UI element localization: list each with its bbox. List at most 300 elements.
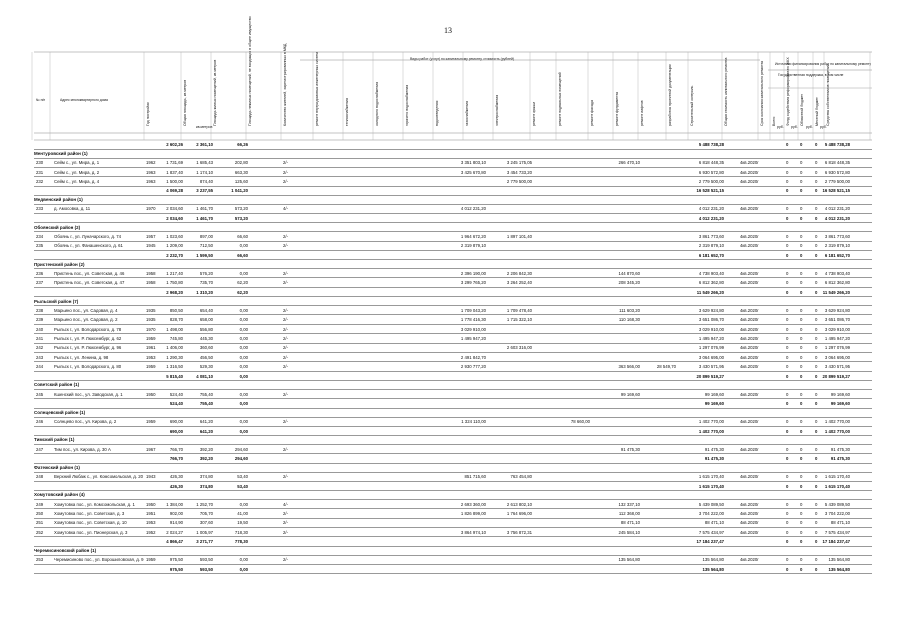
cell-w1: 1 826 899,00 xyxy=(460,511,486,516)
cell-year: 1935 xyxy=(146,317,156,323)
cell-addr: Обоянь г., ул. Луначарского, д. 74 xyxy=(54,233,121,239)
cell-area: 975,50 xyxy=(169,557,183,563)
cell-nonres: 0,00 xyxy=(239,401,248,406)
cell-living: 2 361,10 xyxy=(196,142,213,147)
cell-z1: 0 xyxy=(786,243,789,249)
cell-nonres: 62,20 xyxy=(237,289,248,295)
cell-living: 392,20 xyxy=(199,456,213,461)
cell-area: 2 034,60 xyxy=(166,215,183,221)
cell-total-cost: 135 564,80 xyxy=(702,566,724,572)
cell-no: 237 xyxy=(36,280,44,286)
cell-nonres: 294,60 xyxy=(234,446,248,452)
cell-w1: 4 012 231,20 xyxy=(460,206,486,212)
cell-z3: 0 xyxy=(815,270,818,276)
cell-year: 1951 xyxy=(146,511,156,516)
cell-date: 4кв.2020г xyxy=(740,520,759,526)
cell-area: 850,50 xyxy=(169,307,183,313)
cell-area: 975,50 xyxy=(169,566,183,572)
cell-w2: 1 715 322,10 xyxy=(506,317,532,323)
cell-total-cost: 99 169,60 xyxy=(704,401,724,406)
cell-area: 524,40 xyxy=(169,401,183,406)
cell-date: 4кв.2020г xyxy=(740,354,759,360)
cell-total-cost: 3 704 222,00 xyxy=(698,511,724,516)
cell-no: 236 xyxy=(36,270,44,276)
cell-owners: 3 629 924,80 xyxy=(824,307,850,313)
cell-total-cost: 6 930 572,80 xyxy=(698,169,724,175)
header-column: Количество жителей, зарегистрированных в МКД xyxy=(283,43,287,126)
cell-z1: 0 xyxy=(786,401,789,406)
cell-z1: 0 xyxy=(786,326,789,332)
cell-z3: 0 xyxy=(815,566,818,572)
cell-living: 897,00 xyxy=(199,233,213,239)
cell-area: 4 866,47 xyxy=(166,539,183,545)
cell-nonres: 0,00 xyxy=(239,557,248,563)
cell-nonres: 0,00 xyxy=(239,335,248,341)
cell-w4: 111 603,20 xyxy=(619,307,640,313)
cell-z2: 0 xyxy=(800,252,803,258)
cell-w4: 99 169,60 xyxy=(620,391,640,397)
cell-date: 4кв.2020г xyxy=(740,326,759,332)
cell-no: 231 xyxy=(36,169,44,175)
cell-total-cost: 3 861 773,60 xyxy=(698,233,724,239)
cell-owners: 3 651 086,70 xyxy=(824,317,850,323)
cell-z2: 0 xyxy=(800,243,803,249)
cell-w5: 28 549,70 xyxy=(656,364,676,370)
section-title: Обоянский район (2) xyxy=(34,224,81,230)
header-column: ремонт фасада xyxy=(590,100,594,126)
cell-area: 426,30 xyxy=(169,474,183,480)
cell-addr: Сейм с., ул. Мира, д. 1 xyxy=(54,160,100,166)
cell-w1: 2 319 879,10 xyxy=(460,243,486,249)
cell-nonres: 573,20 xyxy=(234,215,248,221)
cell-res: 4/- xyxy=(283,501,289,507)
cell-total-cost: 3 029 910,00 xyxy=(698,326,724,332)
cell-z3: 0 xyxy=(815,483,818,489)
cell-date: 4кв.2020г xyxy=(740,557,759,563)
cell-date: 4кв.2020г xyxy=(740,391,759,397)
cell-area: 524,40 xyxy=(169,391,183,397)
cell-no: 246 xyxy=(36,419,44,425)
cell-addr: д. Амосовка, д. 11 xyxy=(54,206,91,212)
cell-owners: 4 012 231,20 xyxy=(824,215,850,221)
cell-area: 690,00 xyxy=(169,419,183,425)
cell-living: 593,50 xyxy=(199,557,213,563)
cell-z2: 0 xyxy=(800,529,803,535)
cell-area: 1 316,50 xyxy=(166,364,183,370)
cell-living: 712,50 xyxy=(199,243,213,249)
cell-owners: 3 861 773,60 xyxy=(824,233,850,239)
cell-area: 828,70 xyxy=(169,317,183,323)
cell-z1: 0 xyxy=(786,345,789,351)
cell-w4: 112 368,00 xyxy=(618,511,640,516)
cell-z2: 0 xyxy=(800,160,803,166)
cell-total-cost: 1 495 947,20 xyxy=(698,335,724,341)
cell-z3: 0 xyxy=(815,326,818,332)
cell-w1: 3 864 974,10 xyxy=(460,529,486,535)
header-unit: руб. xyxy=(777,125,784,129)
cell-owners: 1 297 076,99 xyxy=(824,345,850,351)
cell-total-cost: 3 430 571,95 xyxy=(698,364,724,370)
cell-owners: 20 899 519,27 xyxy=(822,373,850,379)
cell-z1: 0 xyxy=(786,373,789,379)
cell-total-cost: 16 528 521,15 xyxy=(696,188,724,194)
cell-area: 1 498,00 xyxy=(166,326,183,332)
cell-z2: 0 xyxy=(800,456,803,461)
cell-res: 2/- xyxy=(283,326,289,332)
header-column: Областной бюджет xyxy=(800,94,804,126)
cell-date: 4кв.2020г xyxy=(740,335,759,341)
cell-w2: 1 897 101,40 xyxy=(506,233,532,239)
cell-year: 1970 xyxy=(146,206,156,212)
cell-w2: 2 603 316,00 xyxy=(506,345,532,351)
cell-nonres: 0,00 xyxy=(239,566,248,572)
cell-owners: 99 169,60 xyxy=(830,401,850,406)
cell-date: 4кв.2020г xyxy=(740,206,759,212)
cell-z2: 0 xyxy=(800,401,803,406)
cell-owners: 3 704 222,00 xyxy=(824,511,850,516)
cell-z1: 0 xyxy=(786,188,789,194)
cell-z1: 0 xyxy=(786,215,789,221)
cell-addr: Тим пос., ул. Кирова, д. 30 А xyxy=(54,446,111,452)
cell-total-cost: 88 471,10 xyxy=(704,520,724,526)
header-group-works: Виды работ (услуг) по капитальному ремонту, стоимость (рублей) xyxy=(410,57,514,61)
cell-nonres: 19,50 xyxy=(237,520,248,526)
cell-addr: Хомутовка пос., ул. Пионерская, д. 3 xyxy=(54,529,128,535)
cell-area: 2 034,60 xyxy=(166,206,183,212)
cell-owners: 91 475,30 xyxy=(830,446,850,452)
cell-z2: 0 xyxy=(800,188,803,194)
cell-res: 2/- xyxy=(283,243,289,249)
cell-no: 240 xyxy=(36,326,44,332)
cell-z3: 0 xyxy=(815,335,818,341)
cell-nonres: 0,00 xyxy=(239,326,248,332)
cell-year: 1952 xyxy=(146,529,156,535)
header-column: холодного водоснабжения xyxy=(375,81,379,126)
cell-z1: 0 xyxy=(786,280,789,286)
cell-w4: 266 470,10 xyxy=(618,160,640,166)
cell-w1: 1 778 416,30 xyxy=(460,317,486,323)
cell-total-cost: 3 064 695,00 xyxy=(698,354,724,360)
cell-area: 2 602,26 xyxy=(166,142,183,147)
header-column: Площадь нежилых помещений, не входящих в общее имущество xyxy=(248,16,252,126)
cell-w2: 2 779 500,00 xyxy=(506,178,532,184)
cell-z1: 0 xyxy=(786,474,789,480)
cell-nonres: 718,30 xyxy=(234,529,248,535)
cell-year: 1962 xyxy=(146,160,156,166)
cell-total-cost: 91 475,30 xyxy=(704,456,724,461)
cell-z2: 0 xyxy=(800,307,803,313)
cell-res: 2/- xyxy=(283,557,289,563)
cell-z3: 0 xyxy=(815,142,818,147)
cell-area: 426,30 xyxy=(169,483,183,489)
cell-total-cost: 91 475,30 xyxy=(704,446,724,452)
cell-z3: 0 xyxy=(815,511,818,516)
cell-w4: 208 345,20 xyxy=(618,280,640,286)
cell-date: 4кв.2020г xyxy=(740,446,759,452)
cell-w1: 1 495 947,20 xyxy=(460,335,486,341)
cell-z2: 0 xyxy=(800,539,803,545)
cell-z2: 0 xyxy=(800,326,803,332)
cell-living: 641,20 xyxy=(199,419,213,425)
cell-addr: Рыльск г., ул. Ленина, д. 98 xyxy=(54,354,109,360)
cell-area: 1 290,30 xyxy=(166,354,183,360)
header-column: ремонт внутридомовых инженерных систем xyxy=(315,52,319,126)
cell-z2: 0 xyxy=(800,280,803,286)
cell-z1: 0 xyxy=(786,446,789,452)
cell-addr: Рыльск г., ул. Р. Люксембург, д. 96 xyxy=(54,345,122,351)
cell-nonres: 66,60 xyxy=(237,252,248,258)
cell-z3: 0 xyxy=(815,317,818,323)
cell-living: 374,80 xyxy=(199,474,213,480)
cell-year: 1935 xyxy=(146,307,156,313)
cell-area: 1 500,00 xyxy=(166,178,183,184)
cell-no: 235 xyxy=(36,243,44,249)
cell-nonres: 0,00 xyxy=(239,345,248,351)
cell-z1: 0 xyxy=(786,501,789,507)
cell-w1: 3 425 670,80 xyxy=(460,169,486,175)
header-unit: руб. xyxy=(791,125,798,129)
cell-area: 766,70 xyxy=(169,446,183,452)
cell-no: 245 xyxy=(36,391,44,397)
cell-living: 641,20 xyxy=(199,428,213,434)
cell-no: 250 xyxy=(36,511,44,516)
cell-year: 1957 xyxy=(146,233,156,239)
cell-living: 360,60 xyxy=(199,345,213,351)
cell-owners: 11 549 266,20 xyxy=(822,289,850,295)
cell-area: 2 968,20 xyxy=(166,289,183,295)
cell-living: 4 081,10 xyxy=(196,373,213,379)
cell-nonres: 0,00 xyxy=(239,501,248,507)
section-title: Ментуровский район (1) xyxy=(34,150,88,156)
header-column: Фонд содействия реформированию ЖКХ xyxy=(786,57,790,126)
cell-z1: 0 xyxy=(786,483,789,489)
cell-total-cost: 20 899 519,27 xyxy=(696,373,724,379)
cell-living: 658,00 xyxy=(199,317,213,323)
cell-nonres: 1 041,20 xyxy=(231,188,248,194)
header-column: ремонт фундамента xyxy=(615,92,619,126)
cell-living: 529,30 xyxy=(199,364,213,370)
cell-res: 2/- xyxy=(283,474,289,480)
cell-z3: 0 xyxy=(815,160,818,166)
cell-total-cost: 17 184 237,47 xyxy=(696,539,724,545)
cell-year: 1953 xyxy=(146,520,156,526)
cell-z2: 0 xyxy=(800,419,803,425)
cell-nonres: 0,00 xyxy=(239,307,248,313)
header-column: ремонт лифтов xyxy=(640,100,644,126)
cell-date: 4кв.2020г xyxy=(740,317,759,323)
cell-date: 4кв.2020г xyxy=(740,169,759,175)
cell-addr: Верхний Любаж с., ул. Комсомольская, д. 20 xyxy=(54,474,143,480)
cell-addr: Хомутовка пос., ул. Комсомольская, д. 1 xyxy=(54,501,135,507)
cell-owners: 1 402 770,00 xyxy=(824,428,850,434)
cell-w4: 144 870,60 xyxy=(618,270,640,276)
cell-no: 232 xyxy=(36,178,44,184)
cell-living: 755,40 xyxy=(199,401,213,406)
cell-living: 3 237,55 xyxy=(196,188,213,194)
cell-date: 4кв.2020г xyxy=(740,364,759,370)
cell-no: 239 xyxy=(36,317,44,323)
cell-w4: 110 168,30 xyxy=(618,317,640,323)
header-unit: кв.метров xyxy=(196,125,213,129)
cell-nonres: 53,40 xyxy=(237,483,248,489)
cell-owners: 5 439 089,50 xyxy=(824,501,850,507)
cell-z1: 0 xyxy=(786,566,789,572)
cell-z1: 0 xyxy=(786,160,789,166)
cell-no: 233 xyxy=(36,206,44,212)
cell-date: 4кв.2020г xyxy=(740,270,759,276)
cell-z2: 0 xyxy=(800,142,803,147)
cell-addr: Пристень пос., ул. Советская, д. 47 xyxy=(54,280,125,286)
section-title: Медвенский район (1) xyxy=(34,197,83,203)
cell-living: 374,80 xyxy=(199,483,213,489)
section-title: Советский район (1) xyxy=(34,382,80,388)
cell-owners: 6 812 362,80 xyxy=(824,280,850,286)
cell-date: 4кв.2020г xyxy=(740,307,759,313)
cell-nonres: 0,00 xyxy=(239,391,248,397)
cell-res: 2/- xyxy=(283,391,289,397)
cell-area: 2 024,27 xyxy=(166,529,183,535)
cell-living: 576,20 xyxy=(199,270,213,276)
cell-z3: 0 xyxy=(815,354,818,360)
cell-living: 3 271,77 xyxy=(196,539,213,545)
cell-total-cost: 3 629 924,80 xyxy=(698,307,724,313)
row-separator xyxy=(34,573,872,574)
cell-res: 2/- xyxy=(283,160,289,166)
header-column: Средства собственников помещений xyxy=(826,64,830,126)
cell-w1: 3 351 803,10 xyxy=(460,160,486,166)
cell-w4: 88 471,10 xyxy=(620,520,640,526)
cell-no: 247 xyxy=(36,446,44,452)
header-unit: руб. xyxy=(820,125,827,129)
cell-living: 445,30 xyxy=(199,335,213,341)
cell-w1: 2 693 360,00 xyxy=(460,501,486,507)
cell-addr: Обоянь г., ул. Фанашенского, д. 61 xyxy=(54,243,123,249)
cell-z2: 0 xyxy=(800,317,803,323)
cell-w2: 3 756 872,31 xyxy=(506,529,532,535)
cell-nonres: 66,26 xyxy=(237,142,248,147)
cell-w2: 3 454 733,20 xyxy=(506,169,532,175)
cell-res: 2/- xyxy=(283,307,289,313)
cell-z1: 0 xyxy=(786,539,789,545)
cell-res: 2/- xyxy=(283,233,289,239)
cell-w1: 2 396 190,00 xyxy=(460,270,486,276)
cell-z2: 0 xyxy=(800,474,803,480)
cell-w2: 1 764 696,00 xyxy=(506,511,532,516)
cell-z2: 0 xyxy=(800,364,803,370)
cell-area: 1 731,69 xyxy=(166,160,183,166)
header-column: Срок окончания капитального ремонта xyxy=(760,60,764,126)
cell-owners: 17 184 237,47 xyxy=(822,539,850,545)
cell-z1: 0 xyxy=(786,178,789,184)
cell-z3: 0 xyxy=(815,280,818,286)
cell-addr: Сейм с., ул. Мира, д. 4 xyxy=(54,178,100,184)
cell-res: 2/- xyxy=(283,178,289,184)
cell-no: 234 xyxy=(36,233,44,239)
cell-living: 654,40 xyxy=(199,307,213,313)
cell-w1: 851 715,60 xyxy=(464,474,486,480)
cell-total-cost: 99 169,60 xyxy=(704,391,724,397)
cell-year: 1961 xyxy=(146,345,156,351)
cell-area: 1 023,60 xyxy=(166,233,183,239)
header-column: Год постройки xyxy=(146,102,150,126)
cell-owners: 99 169,60 xyxy=(830,391,850,397)
cell-res: 2/- xyxy=(283,345,289,351)
cell-area: 745,80 xyxy=(169,335,183,341)
cell-w4: 132 337,10 xyxy=(618,501,640,507)
cell-addr: Солнцево пос., ул. Кирова, д. 2 xyxy=(54,419,117,425)
cell-owners: 7 575 434,97 xyxy=(824,529,850,535)
cell-w4: 363 566,00 xyxy=(618,364,640,370)
cell-living: 307,60 xyxy=(199,520,213,526)
cell-living: 1 252,70 xyxy=(196,501,213,507)
cell-owners: 91 475,30 xyxy=(830,456,850,461)
cell-owners: 135 564,80 xyxy=(828,557,850,563)
cell-nonres: 573,20 xyxy=(234,206,248,212)
cell-living: 1 005,97 xyxy=(196,529,213,535)
cell-z3: 0 xyxy=(815,188,818,194)
cell-res: 2/- xyxy=(283,317,289,323)
cell-addr: Хомутовка пос., ул. Советская, д. 3 xyxy=(54,511,125,516)
cell-living: 705,70 xyxy=(199,511,213,516)
cell-area: 914,90 xyxy=(169,520,183,526)
cell-date: 4кв.2020г xyxy=(740,529,759,535)
header-address: Адрес многоквартирного дома xyxy=(60,98,108,102)
cell-z2: 0 xyxy=(800,557,803,563)
cell-area: 1 217,40 xyxy=(166,270,183,276)
cell-z3: 0 xyxy=(815,252,818,258)
cell-date: 4кв.2020г xyxy=(740,345,759,351)
cell-living: 1 461,70 xyxy=(196,215,213,221)
cell-z3: 0 xyxy=(815,233,818,239)
cell-z1: 0 xyxy=(786,206,789,212)
cell-z1: 0 xyxy=(786,142,789,147)
cell-res: 2/- xyxy=(283,335,289,341)
cell-z1: 0 xyxy=(786,252,789,258)
cell-date: 4кв.2020г xyxy=(740,474,759,480)
cell-year: 1950 xyxy=(146,501,156,507)
cell-area: 4 069,28 xyxy=(166,188,183,194)
cell-w1: 3 029 910,00 xyxy=(460,326,486,332)
cell-z2: 0 xyxy=(800,345,803,351)
cell-living: 1 685,43 xyxy=(196,160,213,166)
cell-nonres: 202,80 xyxy=(234,160,248,166)
cell-year: 1958 xyxy=(146,270,156,276)
header-column: ремонт подвальных помещений xyxy=(558,72,562,126)
cell-area: 766,70 xyxy=(169,456,183,461)
cell-total-cost: 7 575 434,97 xyxy=(698,529,724,535)
cell-nonres: 294,60 xyxy=(234,456,248,461)
cell-addr: Хомутовка пос., ул. Советская, д. 10 xyxy=(54,520,127,526)
cell-w1: 1 709 043,20 xyxy=(460,307,486,313)
cell-res: 2/- xyxy=(283,169,289,175)
cell-owners: 5 488 738,28 xyxy=(824,142,850,147)
page-number: 13 xyxy=(444,26,452,35)
cell-no: 244 xyxy=(36,364,44,370)
cell-total-cost: 5 439 089,50 xyxy=(698,501,724,507)
cell-owners: 3 029 910,00 xyxy=(824,326,850,332)
cell-year: 1970 xyxy=(146,326,156,332)
cell-z3: 0 xyxy=(815,539,818,545)
cell-z3: 0 xyxy=(815,401,818,406)
cell-z1: 0 xyxy=(786,419,789,425)
cell-owners: 6 930 572,80 xyxy=(824,169,850,175)
cell-date: 4кв.2020г xyxy=(740,419,759,425)
cell-w4: 135 564,80 xyxy=(618,557,640,563)
cell-no: 249 xyxy=(36,501,44,507)
section-title: Хомутовский район (4) xyxy=(34,492,85,498)
cell-z2: 0 xyxy=(800,270,803,276)
cell-total-cost: 11 549 266,20 xyxy=(696,289,724,295)
